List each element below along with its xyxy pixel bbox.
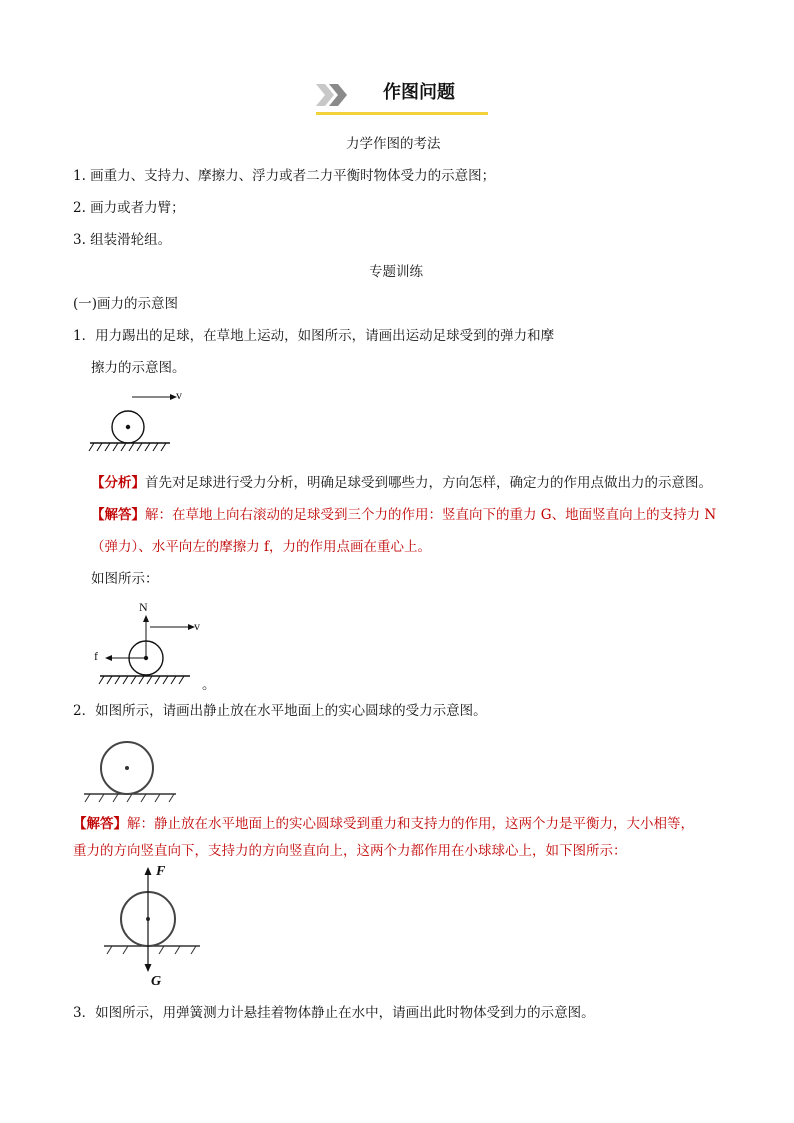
title-underline — [316, 112, 488, 115]
q1-figure — [88, 385, 198, 455]
section-heading: (一)画力的示意图 — [73, 296, 179, 312]
intro-item-1: 1. 画重力、支持力、摩擦力、浮力或者二力平衡时物体受力的示意图； — [73, 168, 496, 184]
q1-text-line1: 1．用力踢出的足球，在草地上运动，如图所示，请画出运动足球受到的弹力和摩 — [73, 328, 555, 344]
answer-tag: 【解答】 — [91, 507, 145, 523]
q2-answer-text: 解：静止放在水平地面上的实心圆球受到重力和支持力的作用，这两个力是平衡力，大小相等， — [127, 816, 694, 832]
analysis-tag: 【分析】 — [91, 475, 145, 491]
ans-fig-label-N: N — [139, 600, 148, 614]
page-title: 作图问题 — [383, 82, 455, 103]
q2-text: 2．如图所示，请画出静止放在水平地面上的实心圆球的受力示意图。 — [73, 703, 487, 719]
q1-end-mark: 。 — [202, 677, 216, 693]
q1-answer-figure — [88, 598, 218, 693]
q2-answer-line1 — [73, 815, 694, 833]
q2-figure — [80, 730, 190, 805]
analysis-text: 首先对足球进行受力分析，明确足球受到哪些力，方向怎样，确定力的作用点做出力的示意图。 — [145, 475, 712, 491]
training-title: 专题训练 — [369, 264, 423, 280]
ans-fig-label-f: f — [94, 649, 98, 663]
q1-analysis — [91, 474, 712, 492]
q1-answer-line1 — [91, 506, 716, 524]
intro-item-2: 2. 画力或者力臂； — [73, 200, 185, 216]
answer-text: 解：在草地上向右滚动的足球受到三个力的作用：竖直向下的重力 G、地面竖直向上的支持力 N — [145, 507, 717, 523]
q1-answer-line2: （弹力）、水平向左的摩擦力 f，力的作用点画在重心上。 — [91, 539, 432, 555]
q1-fig-label-v: v — [176, 388, 182, 402]
intro-item-3: 3. 组装滑轮组。 — [73, 232, 172, 248]
header-chevron-icon — [316, 84, 352, 106]
q1-text-line2: 擦力的示意图。 — [91, 360, 186, 376]
ans-fig-label-v: v — [194, 619, 200, 633]
q2-answer-line2: 重力的方向竖直向下，支持力的方向竖直向上，这两个力都作用在小球球心上，如下图所示： — [73, 843, 627, 859]
ans2-fig-label-G: G — [151, 974, 162, 989]
q1-as-shown: 如图所示： — [91, 571, 159, 587]
q2-answer-tag: 【解答】 — [73, 816, 127, 832]
q2-answer-figure — [100, 862, 210, 992]
q3-text: 3．如图所示，用弹簧测力计悬挂着物体静止在水中，请画出此时物体受到力的示意图。 — [73, 1005, 595, 1021]
ans2-fig-label-F: F — [156, 864, 166, 879]
subtitle: 力学作图的考法 — [346, 136, 441, 152]
